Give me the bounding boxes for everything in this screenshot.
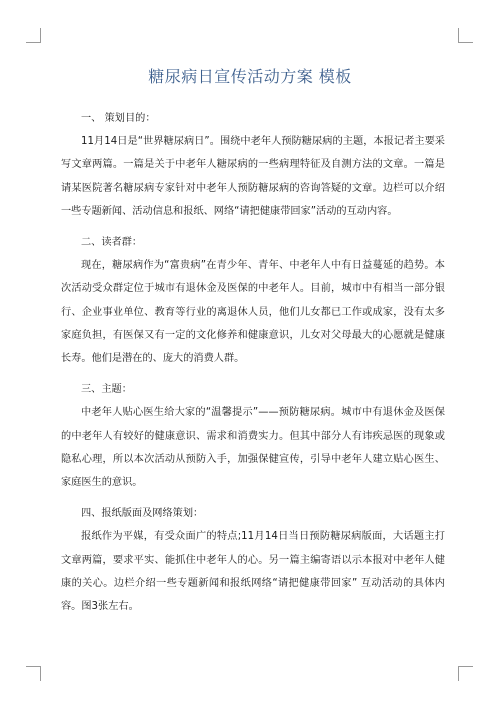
section-heading-readers: 二、读者群： (81, 237, 143, 249)
crop-mark-top-left (26, 28, 41, 43)
section-heading-theme: 三、主题： (81, 384, 132, 396)
section-body-theme: 中老年人贴心医生给大家的“温馨提示”——预防糖尿病。城市中有退休金及医保的中老年人有较好的健康意识、需求和消费实力。但其中部分人有讳疾忌医的现象或隐私心理，所以本次活动从预防入手，加强保健宣传，引导中老年人建立贴心医生、家庭医生的意识。 (61, 407, 445, 489)
section-body-purpose: 11月14日是“世界糖尿病日”。围绕中老年人预防糖尿病的主题，本报记者主要采写文章两篇。一篇是关于中老年人糖尿病的一些病理特征及自测方法的文章。一篇是请某医院著名糖尿病专家针对中老年人预防糖尿病的咨询答疑的文章。边栏可以介绍一些专题新闻、活动信息和报纸、网络“请把健康带回家”活动的互动内容。 (61, 136, 445, 217)
section-heading-purpose: 一、 策划目的： (81, 113, 156, 124)
document-body (61, 107, 445, 626)
section-body-layout: 报纸作为平媒，有受众面广的特点;11月14日当日预防糖尿病版面，大话题主打文章两篇，要求平实、能抓住中老年人的心。另一篇主编寄语以示本报对中老年人健康的关心。边栏介绍一些专题新闻和报纸网络“请把健康带回家” 互动活动的具体内容。图3张左右。 (61, 531, 445, 613)
section-body-readers: 现在，糖尿病作为“富贵病”在青少年、青年、中老年人中有日益蔓延的趋势。本次活动受众群定位于城市有退休金及医保的中老年人。目前，城市中有相当一部分银行、企业事业单位、教育等行业的离退休人员，他们儿女都已工作或成家，没有太多家庭负担，有医保又有一定的文化修养和健康意识，儿女对父母最大的心愿就是健康长寿。他们是潜在的、庞大的消费人群。 (61, 260, 445, 365)
section-heading-layout: 四、报纸版面及网络策划： (81, 508, 204, 520)
document-title: 糖尿病日宣传活动方案 模板 (148, 67, 352, 86)
crop-mark-top-right (458, 28, 473, 43)
crop-mark-bottom-right (458, 666, 473, 681)
crop-mark-bottom-left (26, 666, 41, 681)
